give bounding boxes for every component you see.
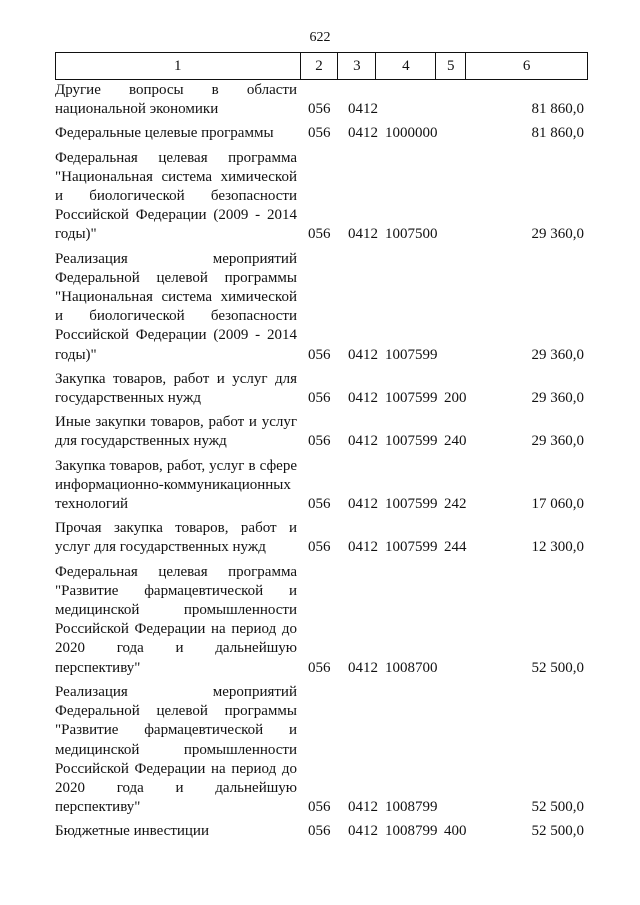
row-amount: 52 500,0: [531, 659, 584, 676]
row-type: 242: [444, 496, 467, 513]
row-section: 0412: [348, 346, 378, 363]
row-code: 056: [308, 539, 331, 556]
row-name: Закупка товаров, работ, услуг в сфере информационно-коммуникационных технологий: [55, 457, 297, 513]
row-section: 0412: [348, 226, 378, 243]
column-header-amount: 6: [466, 53, 588, 80]
row-amount: 81 860,0: [531, 125, 584, 142]
row-code: 056: [308, 823, 331, 840]
column-header-type: 5: [436, 53, 466, 80]
row-amount: 17 060,0: [531, 496, 584, 513]
row-code: 056: [308, 496, 331, 513]
row-name: Прочая закупка товаров, работ и услуг для государственных нужд: [55, 520, 297, 556]
row-name: Федеральная целевая программа "Национальная система химической и биологической безопасности Российской Федерации (2009 - 2014 годы)": [55, 149, 297, 243]
row-name: Реализация мероприятий Федеральной целевой программы "Национальная система химической и биологической безопасности Российской Федерации (2009 - 2014 годы)": [55, 250, 297, 363]
row-name: Федеральные целевые программы: [55, 125, 274, 142]
column-header-name: 1: [56, 53, 301, 80]
row-code: 056: [308, 659, 331, 676]
budget-rows: [55, 81, 588, 847]
row-amount: 29 360,0: [531, 390, 584, 407]
row-name: Бюджетные инвестиции: [55, 823, 209, 840]
row-target: 1007599: [385, 433, 438, 450]
row-type: 244: [444, 539, 467, 556]
row-amount: 29 360,0: [531, 226, 584, 243]
row-section: 0412: [348, 799, 378, 816]
row-amount: 29 360,0: [531, 346, 584, 363]
row-section: 0412: [348, 125, 378, 142]
row-target: 1008799: [385, 799, 438, 816]
row-target: 1007599: [385, 346, 438, 363]
row-code: 056: [308, 799, 331, 816]
column-header-target: 4: [376, 53, 436, 80]
table-row: [55, 81, 588, 119]
column-header-row: [56, 53, 588, 80]
row-section: 0412: [348, 433, 378, 450]
row-code: 056: [308, 125, 331, 142]
row-target: 1007599: [385, 496, 438, 513]
table-row: [55, 563, 588, 678]
row-amount: 52 500,0: [531, 823, 584, 840]
row-name: Закупка товаров, работ и услуг для государственных нужд: [55, 370, 297, 407]
table-row: [55, 822, 588, 841]
row-section: 0412: [348, 539, 378, 556]
row-target: 1008700: [385, 659, 438, 676]
table-row: [55, 413, 588, 451]
row-target: 1007599: [385, 390, 438, 407]
row-section: 0412: [348, 101, 378, 118]
table-row: [55, 250, 588, 365]
row-name: Реализация мероприятий Федеральной целевой программы "Развитие фармацевтической и медицинской промышленности Российской Федерации на период до 2020 года и дальнейшую перспективу": [55, 683, 297, 816]
table-row: [55, 683, 588, 817]
row-code: 056: [308, 390, 331, 407]
row-code: 056: [308, 226, 331, 243]
row-name: Другие вопросы в области национальной экономики: [55, 82, 297, 118]
row-code: 056: [308, 346, 331, 363]
row-section: 0412: [348, 659, 378, 676]
row-amount: 12 300,0: [531, 539, 584, 556]
row-name: Федеральная целевая программа "Развитие фармацевтической и медицинской промышленности Российской Федерации на период до 2020 года и дальнейшую перспективу": [55, 563, 297, 676]
row-type: 400: [444, 823, 467, 840]
row-code: 056: [308, 433, 331, 450]
table-row: [55, 370, 588, 408]
column-header-code: 2: [300, 53, 338, 80]
row-type: 200: [444, 390, 467, 407]
row-section: 0412: [348, 390, 378, 407]
table-row: [55, 124, 588, 143]
column-header-section: 3: [338, 53, 376, 80]
row-type: 240: [444, 433, 467, 450]
row-amount: 81 860,0: [531, 101, 584, 118]
page-number: 622: [309, 30, 331, 45]
row-amount: 29 360,0: [531, 433, 584, 450]
row-name: Иные закупки товаров, работ и услуг для государственных нужд: [55, 414, 297, 450]
column-header-table: [55, 52, 588, 80]
table-row: [55, 457, 588, 515]
row-target: 1007500: [385, 226, 438, 243]
row-code: 056: [308, 101, 331, 118]
row-amount: 52 500,0: [531, 799, 584, 816]
table-row: [55, 519, 588, 557]
table-row: [55, 149, 588, 245]
row-section: 0412: [348, 496, 378, 513]
row-section: 0412: [348, 823, 378, 840]
row-target: 1007599: [385, 539, 438, 556]
row-target: 1000000: [385, 125, 438, 142]
row-target: 1008799: [385, 823, 438, 840]
